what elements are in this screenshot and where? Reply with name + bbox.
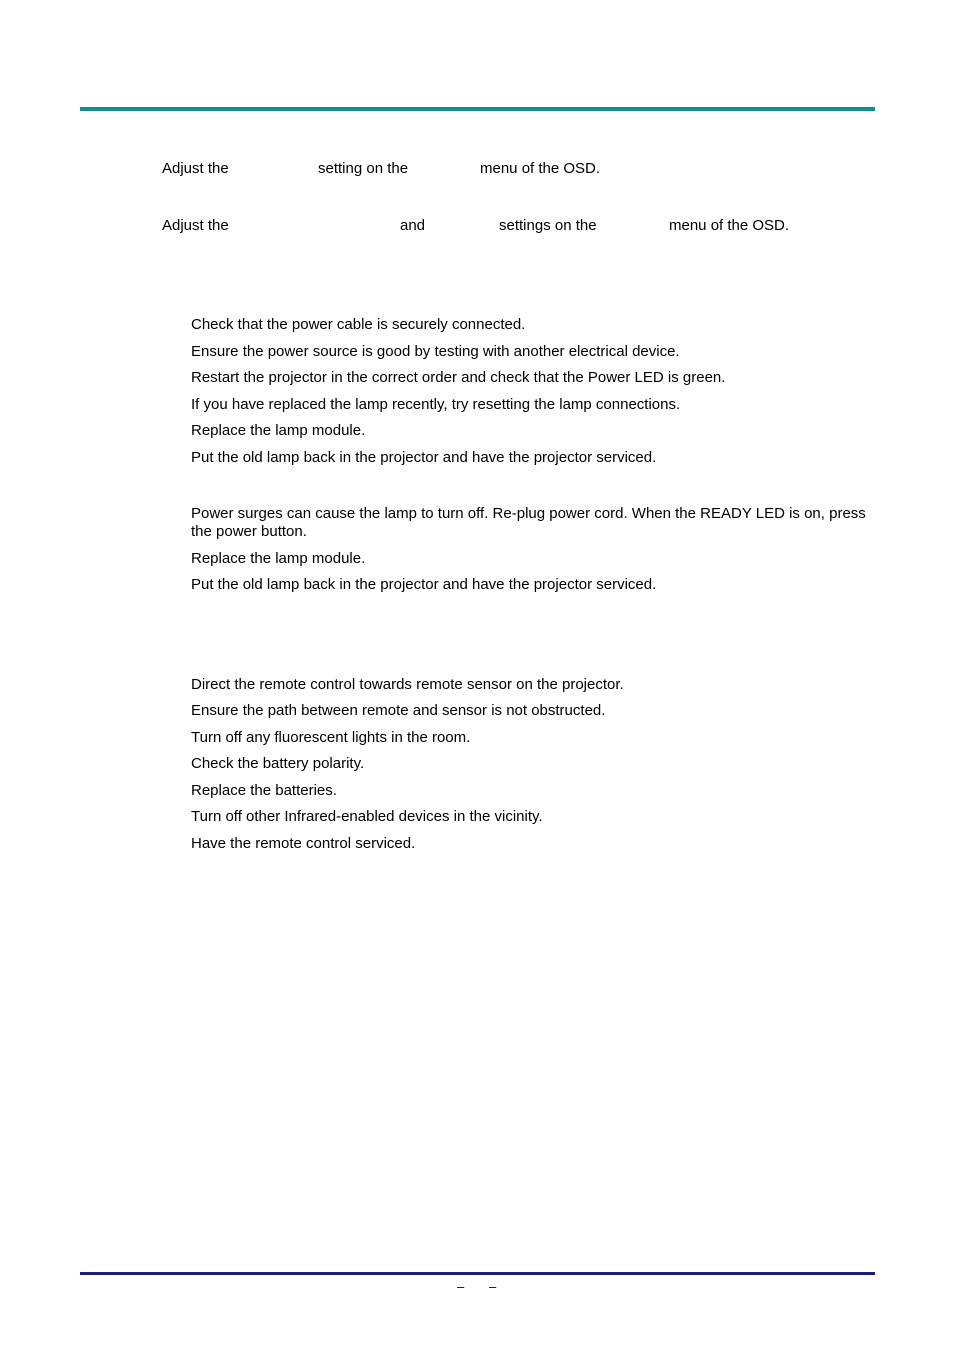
list-item: Ensure the power source is good by testing with another electrical device.: [191, 343, 680, 360]
list-item: Ensure the path between remote and sensor is not obstructed.: [191, 702, 606, 719]
adjust2-part2: and: [400, 217, 426, 234]
list-item: Power surges can cause the lamp to turn off. Re-plug power cord. When the READY LED is on, press the power button.: [191, 505, 866, 540]
list-item: Put the old lamp back in the projector and have the projector serviced.: [191, 449, 657, 466]
list-item: Have the remote control serviced.: [191, 835, 416, 852]
list-item: Put the old lamp back in the projector and have the projector serviced.: [191, 576, 657, 593]
header-rule: [80, 107, 875, 111]
list-item: Check the battery polarity.: [191, 755, 365, 772]
adjust2-part3: settings on the: [499, 217, 597, 234]
list-item: Direct the remote control towards remote sensor on the projector.: [191, 676, 624, 693]
list-item: Turn off other Infrared-enabled devices in the vicinity.: [191, 808, 543, 825]
adjust1-part2: setting on the: [318, 160, 409, 177]
list-item: If you have replaced the lamp recently, try resetting the lamp connections.: [191, 396, 681, 413]
list-item: Check that the power cable is securely connected.: [191, 316, 526, 333]
adjust2-part1: Adjust the: [162, 217, 229, 234]
adjust1-part3: menu of the OSD.: [480, 160, 601, 177]
list-item: Turn off any fluorescent lights in the room.: [191, 729, 471, 746]
footer-dash-left: –: [457, 1279, 465, 1294]
footer-dash-right: –: [489, 1279, 497, 1294]
list-item: Replace the lamp module.: [191, 422, 366, 439]
footer-rule: [80, 1272, 875, 1275]
list-item: Restart the projector in the correct order and check that the Power LED is green.: [191, 369, 726, 386]
adjust2-part4: menu of the OSD.: [669, 217, 790, 234]
list-item: Replace the batteries.: [191, 782, 337, 799]
list-item: Replace the lamp module.: [191, 550, 366, 567]
adjust1-part1: Adjust the: [162, 160, 229, 177]
